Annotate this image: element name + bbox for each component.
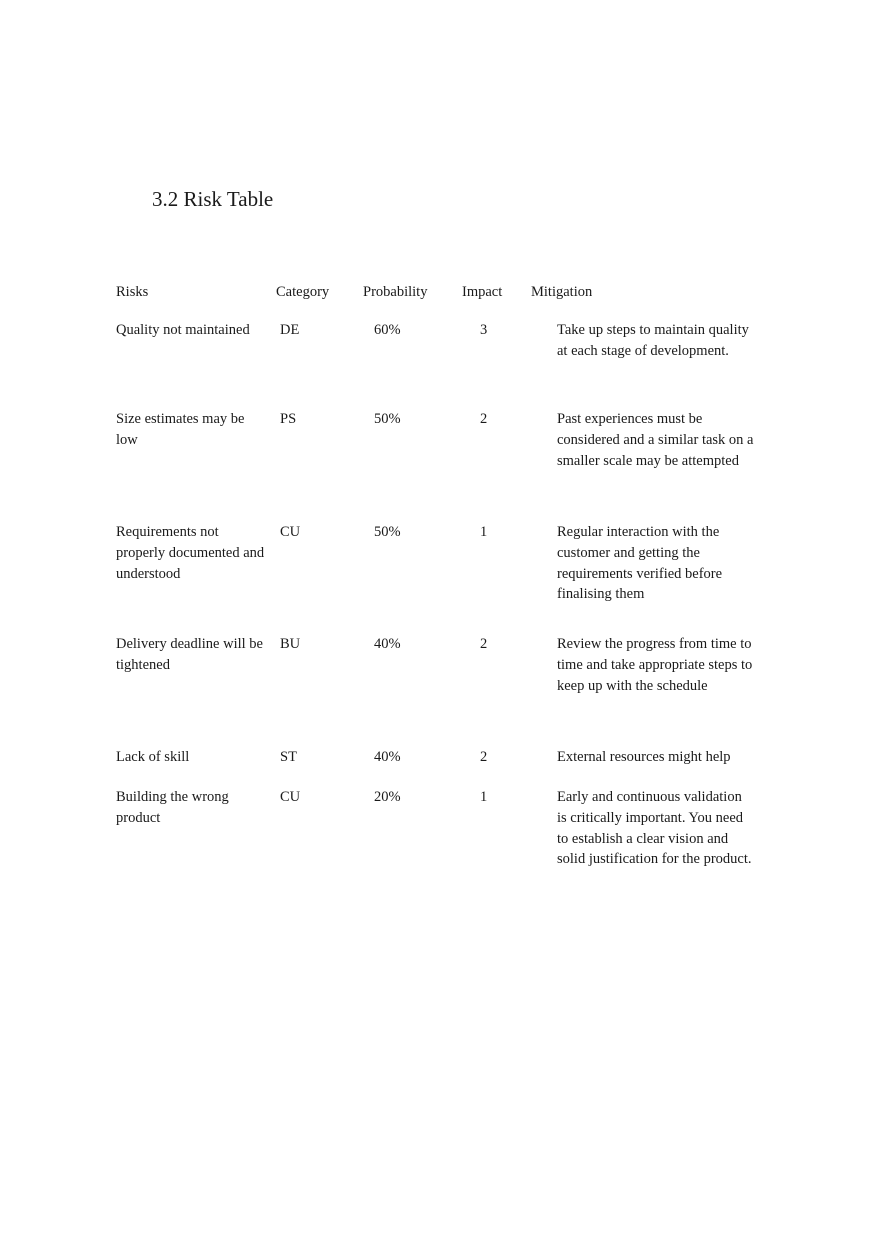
probability-cell: 40% [374, 749, 401, 765]
page-title: 3.2 Risk Table [152, 187, 274, 211]
mitigation-cell: Early and continuous validation is critically important. You need to establish a clear vision and solid justification for the product. [557, 789, 752, 868]
mitigation-cell: Review the progress from time to time and take appropriate steps to keep up with the schedule [557, 636, 753, 694]
mitigation-cell: External resources might help [557, 749, 731, 765]
impact-cell: 1 [480, 789, 488, 805]
column-header-risks: Risks [116, 284, 149, 300]
probability-cell: 60% [374, 322, 401, 338]
column-header-category: Category [276, 284, 330, 300]
probability-cell: 40% [374, 636, 401, 652]
impact-cell: 3 [480, 322, 488, 338]
category-cell: CU [280, 524, 301, 540]
risk-cell: Quality not maintained [116, 322, 250, 338]
probability-cell: 50% [374, 524, 401, 540]
impact-cell: 1 [480, 524, 488, 540]
probability-cell: 20% [374, 789, 401, 805]
mitigation-cell: Regular interaction with the customer and getting the requirements verified before finalising them [557, 524, 723, 603]
column-header-mitigation: Mitigation [531, 284, 593, 300]
risk-cell: Requirements not properly documented and understood [116, 524, 265, 582]
impact-cell: 2 [480, 411, 488, 427]
category-cell: BU [280, 636, 301, 652]
probability-cell: 50% [374, 411, 401, 427]
risk-cell: Building the wrong product [116, 789, 229, 826]
mitigation-cell: Past experiences must be considered and a similar task on a smaller scale may be attempted [557, 411, 754, 469]
risk-cell: Size estimates may be low [116, 411, 245, 448]
category-cell: CU [280, 789, 301, 805]
column-header-impact: Impact [462, 284, 503, 300]
impact-cell: 2 [480, 636, 488, 652]
category-cell: PS [280, 411, 297, 427]
risk-cell: Lack of skill [116, 749, 190, 765]
category-cell: DE [280, 322, 300, 338]
mitigation-cell: Take up steps to maintain quality at each stage of development. [557, 322, 749, 359]
column-header-probability: Probability [363, 284, 428, 300]
category-cell: ST [280, 749, 297, 765]
risk-cell: Delivery deadline will be tightened [116, 636, 263, 673]
impact-cell: 2 [480, 749, 488, 765]
